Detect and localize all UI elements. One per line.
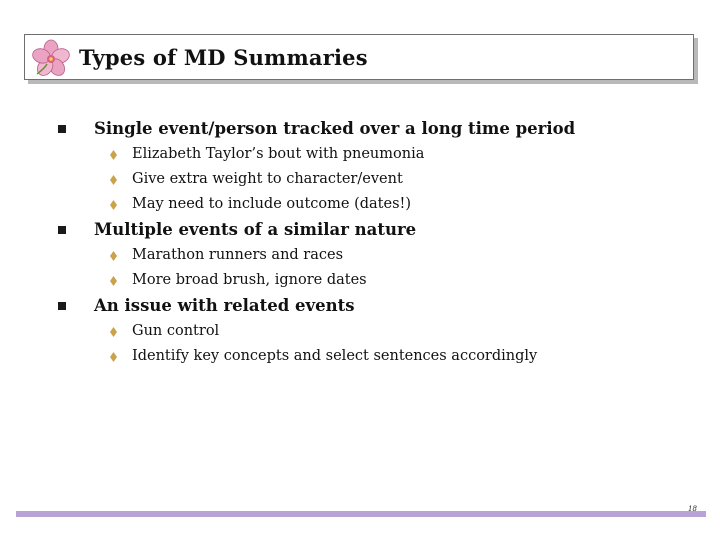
bullet-text: Multiple events of a similar nature bbox=[94, 220, 417, 239]
sub-bullet-item bbox=[58, 167, 698, 192]
bullet-text: Single event/person tracked over a long time period bbox=[94, 119, 576, 138]
sub-bullet-text: Give extra weight to character/event bbox=[132, 171, 403, 187]
bullet-item bbox=[58, 217, 698, 243]
sub-bullet-item bbox=[58, 142, 698, 167]
sub-bullet-item bbox=[58, 344, 698, 369]
sub-bullet-text: More broad brush, ignore dates bbox=[132, 272, 367, 288]
diamond-bullet-icon bbox=[110, 327, 117, 337]
sub-bullet-item bbox=[58, 319, 698, 344]
sub-bullet-text: Identify key concepts and select sentences accordingly bbox=[132, 348, 538, 364]
sub-bullet-item bbox=[58, 243, 698, 268]
slide-title: Types of MD Summaries bbox=[79, 45, 368, 70]
sub-bullet-text: May need to include outcome (dates!) bbox=[132, 196, 411, 212]
sub-bullet-item bbox=[58, 192, 698, 217]
bullet-text: An issue with related events bbox=[94, 296, 355, 315]
diamond-bullet-icon bbox=[110, 175, 117, 185]
square-bullet-icon bbox=[58, 226, 66, 234]
bullet-item bbox=[58, 116, 698, 142]
bullet-item bbox=[58, 293, 698, 319]
sub-bullet-item bbox=[58, 268, 698, 293]
sub-bullet-text: Gun control bbox=[132, 323, 220, 339]
diamond-bullet-icon bbox=[110, 150, 117, 160]
sub-bullet-text: Elizabeth Taylor’s bout with pneumonia bbox=[132, 146, 425, 162]
title-box bbox=[24, 34, 694, 80]
footer-bar bbox=[16, 511, 706, 517]
square-bullet-icon bbox=[58, 125, 66, 133]
sub-bullet-text: Marathon runners and races bbox=[132, 247, 344, 263]
page-number: 18 bbox=[688, 505, 697, 513]
bullet-list bbox=[58, 116, 698, 369]
diamond-bullet-icon bbox=[110, 276, 117, 286]
diamond-bullet-icon bbox=[110, 352, 117, 362]
diamond-bullet-icon bbox=[110, 200, 117, 210]
square-bullet-icon bbox=[58, 302, 66, 310]
cherry-blossom-icon bbox=[31, 38, 71, 78]
diamond-bullet-icon bbox=[110, 251, 117, 261]
